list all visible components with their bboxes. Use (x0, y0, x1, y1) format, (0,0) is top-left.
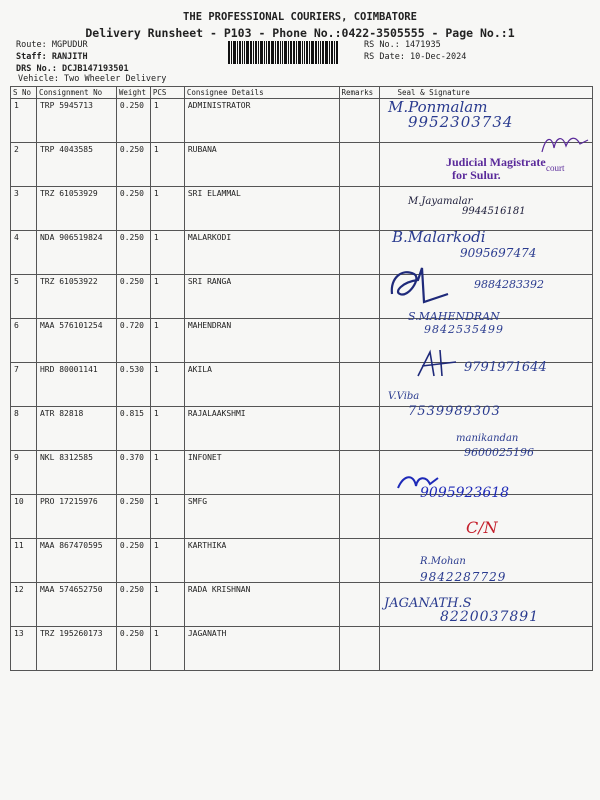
cell-weight: 0.250 (116, 231, 150, 275)
cell-consignee: RAJALAAKSHMI (184, 407, 339, 451)
col-sno: S No (11, 87, 37, 99)
cell-consignee: AKILA (184, 363, 339, 407)
cell-remarks (339, 583, 379, 627)
page-title: THE PROFESSIONAL COURIERS, COIMBATORE (183, 11, 417, 23)
cell-sno: 4 (11, 231, 37, 275)
signature-12-name: R.Mohan (420, 556, 466, 567)
signature-9-name: manikandan (456, 433, 519, 444)
signature-8-name: V.Viba (388, 391, 420, 402)
cell-remarks (339, 363, 379, 407)
cell-weight: 0.250 (116, 539, 150, 583)
cell-sno: 6 (11, 319, 37, 363)
cell-consignee: RADA KRISHNAN (184, 583, 339, 627)
cell-pcs: 1 (150, 495, 184, 539)
cell-pcs: 1 (150, 539, 184, 583)
table-header-row (11, 87, 593, 99)
remark-cn-mark: C/N (466, 518, 498, 537)
cell-weight: 0.250 (116, 495, 150, 539)
cell-weight: 0.250 (116, 275, 150, 319)
signature-9-phone: 9600025196 (464, 446, 534, 459)
cell-consignment: HRD 80001141 (36, 363, 116, 407)
cell-remarks (339, 319, 379, 363)
cell-consignee: MALARKODI (184, 231, 339, 275)
cell-remarks (339, 99, 379, 143)
signature-7-phone: 9791971644 (464, 360, 547, 375)
col-remarks: Remarks (339, 87, 379, 99)
cell-weight: 0.250 (116, 99, 150, 143)
signature-1-phone: 9952303734 (408, 113, 514, 131)
cell-sno: 1 (11, 99, 37, 143)
signature-7-scribble (416, 346, 460, 382)
cell-pcs: 1 (150, 187, 184, 231)
col-signature: Seal & Signature (379, 87, 593, 99)
cell-sno: 8 (11, 407, 37, 451)
cell-consignee: MAHENDRAN (184, 319, 339, 363)
cell-remarks (339, 143, 379, 187)
signature-3-name: M.Jayamalar (408, 196, 473, 207)
table-row (11, 495, 593, 539)
signature-12-phone: 9842287729 (420, 570, 507, 584)
cell-consignment: NKL 8312585 (36, 451, 116, 495)
cell-remarks (339, 275, 379, 319)
cell-remarks (339, 231, 379, 275)
signature-5-phone: 9884283392 (474, 278, 544, 291)
cell-consignee: JAGANATH (184, 627, 339, 671)
cell-sno: 2 (11, 143, 37, 187)
cell-consignment: TRZ 195260173 (36, 627, 116, 671)
signature-2-scribble (540, 132, 590, 158)
signature-13-name: JAGANATH.S (384, 596, 472, 611)
cell-sno: 10 (11, 495, 37, 539)
cell-weight: 0.815 (116, 407, 150, 451)
cell-signature (379, 627, 593, 671)
signature-10-phone: 9095923618 (420, 485, 510, 501)
cell-consignment: TRZ 61053929 (36, 187, 116, 231)
cell-sno: 11 (11, 539, 37, 583)
cell-pcs: 1 (150, 407, 184, 451)
cell-pcs: 1 (150, 319, 184, 363)
col-weight: Weight (116, 87, 150, 99)
cell-consignee: SMFG (184, 495, 339, 539)
stamp-court: court (546, 163, 565, 173)
cell-remarks (339, 539, 379, 583)
cell-sno: 5 (11, 275, 37, 319)
cell-pcs: 1 (150, 143, 184, 187)
cell-consignment: TRP 5945713 (36, 99, 116, 143)
cell-consignment: MAA 574652750 (36, 583, 116, 627)
signature-3-phone: 9944516181 (462, 206, 526, 217)
cell-pcs: 1 (150, 363, 184, 407)
stamp-judicial-magistrate: Judicial Magistrate (446, 155, 546, 169)
cell-sno: 12 (11, 583, 37, 627)
cell-consignee: SRI RANGA (184, 275, 339, 319)
cell-consignment: ATR 82818 (36, 407, 116, 451)
signature-4-phone: 9095697474 (460, 246, 537, 260)
cell-weight: 0.250 (116, 627, 150, 671)
cell-weight: 0.370 (116, 451, 150, 495)
cell-sno: 7 (11, 363, 37, 407)
cell-consignee: SRI ELAMMAL (184, 187, 339, 231)
cell-remarks (339, 451, 379, 495)
signature-4-name: B.Malarkodi (392, 228, 486, 246)
cell-consignment: TRZ 61053922 (36, 275, 116, 319)
cell-weight: 0.530 (116, 363, 150, 407)
cell-remarks (339, 407, 379, 451)
staff-label: Staff: RANJITH (16, 52, 88, 62)
signature-5-scribble (388, 264, 468, 308)
table-row (11, 627, 593, 671)
cell-weight: 0.720 (116, 319, 150, 363)
cell-weight: 0.250 (116, 143, 150, 187)
cell-remarks (339, 187, 379, 231)
col-pcs: PCS (150, 87, 184, 99)
cell-remarks (339, 627, 379, 671)
cell-pcs: 1 (150, 99, 184, 143)
cell-remarks (339, 495, 379, 539)
stamp-sulur: for Sulur. (452, 168, 501, 182)
rs-date-label: RS Date: 10-Dec-2024 (364, 52, 467, 62)
cell-sno: 9 (11, 451, 37, 495)
cell-consignee: RUBANA (184, 143, 339, 187)
signature-6-name: S.MAHENDRAN (408, 310, 500, 323)
cell-weight: 0.250 (116, 187, 150, 231)
cell-pcs: 1 (150, 583, 184, 627)
route-label: Route: MGPUDUR (16, 40, 88, 50)
cell-sno: 13 (11, 627, 37, 671)
cell-consignment: TRP 4043585 (36, 143, 116, 187)
col-consignment: Consignment No (36, 87, 116, 99)
page-subtitle: Delivery Runsheet - P103 - Phone No.:0422-3505555 - Page No.:1 (85, 26, 515, 40)
cell-consignee: INFONET (184, 451, 339, 495)
signature-1-name: M.Ponmalam (388, 98, 488, 116)
signature-6-phone: 9842535499 (424, 323, 504, 336)
cell-consignee: ADMINISTRATOR (184, 99, 339, 143)
table-row (11, 319, 593, 363)
vehicle-label: Vehicle: Two Wheeler Delivery (18, 74, 167, 84)
cell-sno: 3 (11, 187, 37, 231)
rs-no-label: RS No.: 1471935 (364, 40, 441, 50)
cell-pcs: 1 (150, 451, 184, 495)
cell-consignment: MAA 576101254 (36, 319, 116, 363)
cell-consignment: PRO 17215976 (36, 495, 116, 539)
cell-consignee: KARTHIKA (184, 539, 339, 583)
cell-consignment: MAA 867470595 (36, 539, 116, 583)
cell-weight: 0.250 (116, 583, 150, 627)
cell-pcs: 1 (150, 275, 184, 319)
barcode (228, 41, 354, 64)
cell-pcs: 1 (150, 231, 184, 275)
signature-13-phone: 8220037891 (440, 609, 540, 625)
drs-label: DRS No.: DCJB147193501 (16, 64, 129, 74)
col-consignee: Consignee Details (184, 87, 339, 99)
cell-pcs: 1 (150, 627, 184, 671)
signature-8-phone: 7539989303 (408, 404, 501, 419)
cell-consignment: NDA 906519824 (36, 231, 116, 275)
